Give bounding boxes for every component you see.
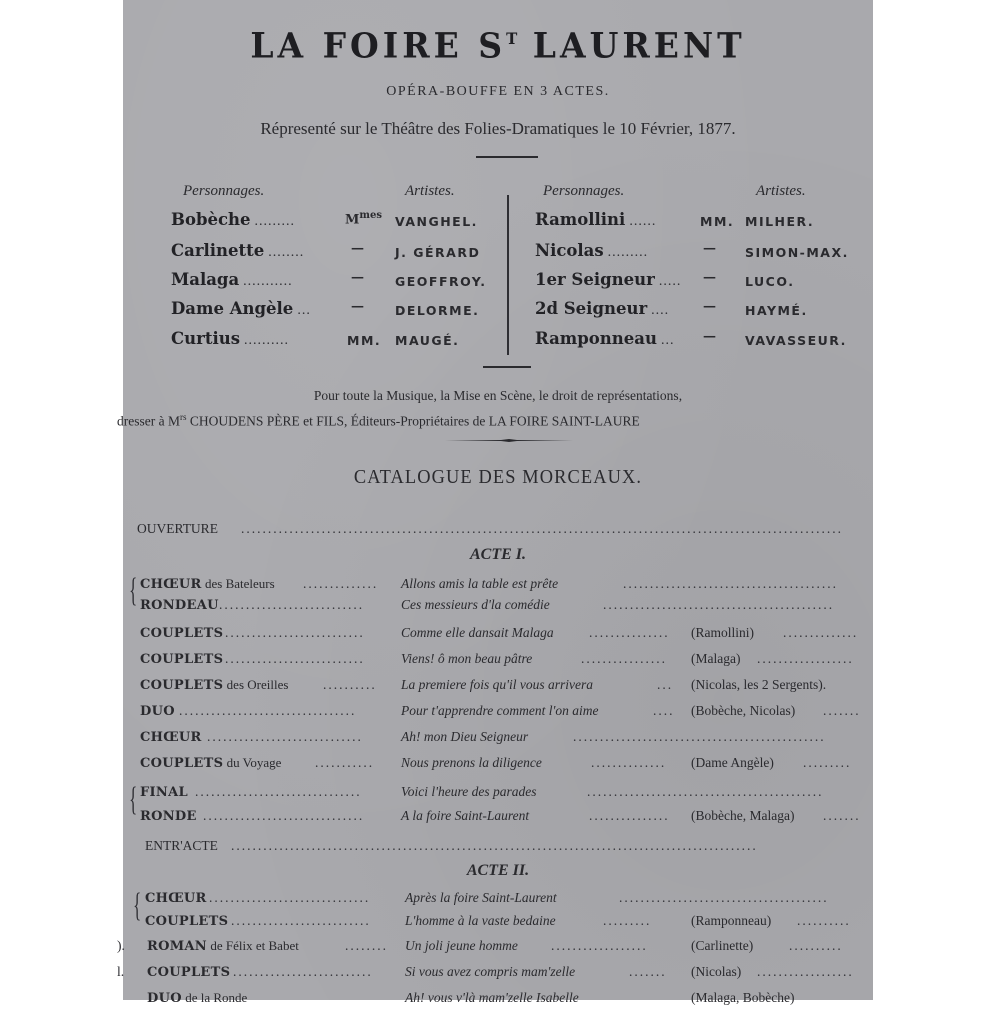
cast-header-personnages-right: Personnages. bbox=[543, 183, 625, 199]
cast-row: Ramollini ...... bbox=[535, 210, 657, 229]
catalogue-heading: CATALOGUE DES MORCEAUX. bbox=[353, 466, 643, 488]
catalogue-row: COUPLETS du Voyage ........... Nous prenons la diligence .............. (Dame Angèle) ......... bbox=[140, 755, 852, 771]
brace-icon: { bbox=[133, 887, 142, 924]
cast-prefix: — bbox=[703, 241, 716, 256]
cast-artist: MILHER. bbox=[745, 214, 815, 229]
brace-icon: { bbox=[129, 572, 138, 609]
catalogue-row: CHŒUR .............................. Après la foire Saint-Laurent ....................................... bbox=[145, 890, 829, 906]
catalogue-row: RONDEAU ........................... Ces messieurs d'la comédie ........................................... bbox=[140, 597, 835, 613]
cast-prefix: — bbox=[703, 270, 716, 285]
act-heading: ACTE I. bbox=[469, 546, 526, 563]
cast-row: 1er Seigneur ..... bbox=[535, 270, 682, 289]
cast-row: Ramponneau ... bbox=[535, 329, 675, 348]
cast-artist: LUCO. bbox=[745, 274, 795, 289]
cast-row: Nicolas ......... bbox=[535, 241, 649, 260]
cast-artist: SIMON-MAX. bbox=[745, 245, 849, 260]
cast-column-divider bbox=[507, 195, 509, 355]
cast-row: Dame Angèle ... bbox=[171, 299, 311, 318]
cast-artist: GEOFFROY. bbox=[395, 274, 487, 289]
catalogue-row: l. COUPLETS .......................... Si vous avez compris mam'zelle ....... (Nicolas) .................. bbox=[117, 964, 854, 980]
ornament-divider bbox=[445, 439, 573, 442]
act-heading: ACTE II. bbox=[466, 862, 530, 879]
score-page bbox=[117, 0, 873, 1006]
catalogue-row: COUPLETS .......................... Comme elle dansait Malaga ............... (Ramollini) .............. bbox=[140, 625, 859, 641]
cast-artist: VANGHEL. bbox=[395, 214, 478, 229]
rights-notice: Pour toute la Musique, la Mise en Scène, le droit de représentations, bbox=[313, 388, 683, 403]
cast-prefix: MM. bbox=[700, 214, 735, 229]
cast-row: Curtius .......... bbox=[171, 329, 289, 348]
cast-header-artistes-right: Artistes. bbox=[756, 183, 806, 199]
catalogue-row: DUO ................................. Pour t'apprendre comment l'on aime .... (Bobèche, Nicolas) ....... bbox=[140, 703, 861, 719]
cast-prefix: — bbox=[703, 299, 716, 314]
catalogue-row: ). ROMAN de Félix et Babet ........ Un joli jeune homme .................. (Carlinette) .......... bbox=[117, 938, 843, 954]
catalogue-row: DUO de la Ronde Ah! vous v'là mam'zelle Isabelle (Malaga, Bobèche) bbox=[147, 990, 795, 1006]
cast-artist: DELORME. bbox=[395, 303, 480, 318]
cast-row: Malaga ........... bbox=[171, 270, 293, 289]
publisher-notice: dresser à $M^{rs}$ CHOUDENS PÈRE et FILS, Éditeurs-Propriétaires de LA FOIRE SAINT-LAURE bbox=[117, 412, 640, 429]
catalogue-row: RONDE .............................. A la foire Saint-Laurent ............... (Bobèche, Malaga) ....... bbox=[140, 808, 861, 824]
cast-prefix: MM. bbox=[347, 333, 382, 348]
catalogue-row: FINAL ............................... Voici l'heure des parades ............................................ bbox=[140, 784, 824, 800]
cast-artist: MAUGÉ. bbox=[395, 333, 460, 348]
cast-row: Bobèche ......... bbox=[171, 210, 296, 229]
page-title: LA FOIRE $S^T$ LAURENT bbox=[250, 25, 746, 66]
brace-icon: { bbox=[129, 781, 138, 818]
cast-header-artistes-left: Artistes. bbox=[405, 183, 455, 199]
catalogue-row: ENTR'ACTE .................................................................................................. bbox=[145, 838, 758, 853]
cast-prefix: — bbox=[351, 299, 364, 314]
cast-row: Carlinette ........ bbox=[171, 241, 305, 260]
cast-prefix: — bbox=[703, 329, 716, 344]
catalogue-row: CHŒUR des Bateleurs .............. Allons amis la table est prête ........................................ bbox=[140, 576, 838, 592]
catalogue-row: COUPLETS .......................... L'homme à la vaste bedaine ......... (Ramponneau) .......... bbox=[145, 913, 851, 929]
catalogue-row: COUPLETS des Oreilles .......... La premiere fois qu'il vous arrivera ... (Nicolas, les 2 Sergents). bbox=[140, 677, 827, 693]
subtitle: OPÉRA-BOUFFE EN 3 ACTES. bbox=[386, 84, 610, 99]
catalogue-row: COUPLETS .......................... Viens! ô mon beau pâtre ................ (Malaga) .................. bbox=[140, 651, 854, 667]
cast-prefix: $M^{mes}$ bbox=[345, 210, 382, 228]
cast-row: 2d Seigneur .... bbox=[535, 299, 670, 318]
divider bbox=[483, 366, 531, 368]
catalogue-row: OUVERTURE ................................................................................................................ bbox=[137, 521, 843, 536]
cast-artist: J. GÉRARD bbox=[395, 245, 481, 260]
cast-artist: HAYMÉ. bbox=[745, 303, 808, 318]
divider bbox=[476, 156, 538, 158]
cast-header-personnages-left: Personnages. bbox=[183, 183, 265, 199]
cast-prefix: — bbox=[351, 241, 364, 256]
cast-prefix: — bbox=[351, 270, 364, 285]
premiere-note: Répresenté sur le Théâtre des Folies-Dramatiques le 10 Février, 1877. bbox=[260, 119, 736, 138]
cast-artist: VAVASSEUR. bbox=[745, 333, 847, 348]
catalogue-row: CHŒUR ............................. Ah! mon Dieu Seigneur ............................................... bbox=[140, 729, 826, 745]
